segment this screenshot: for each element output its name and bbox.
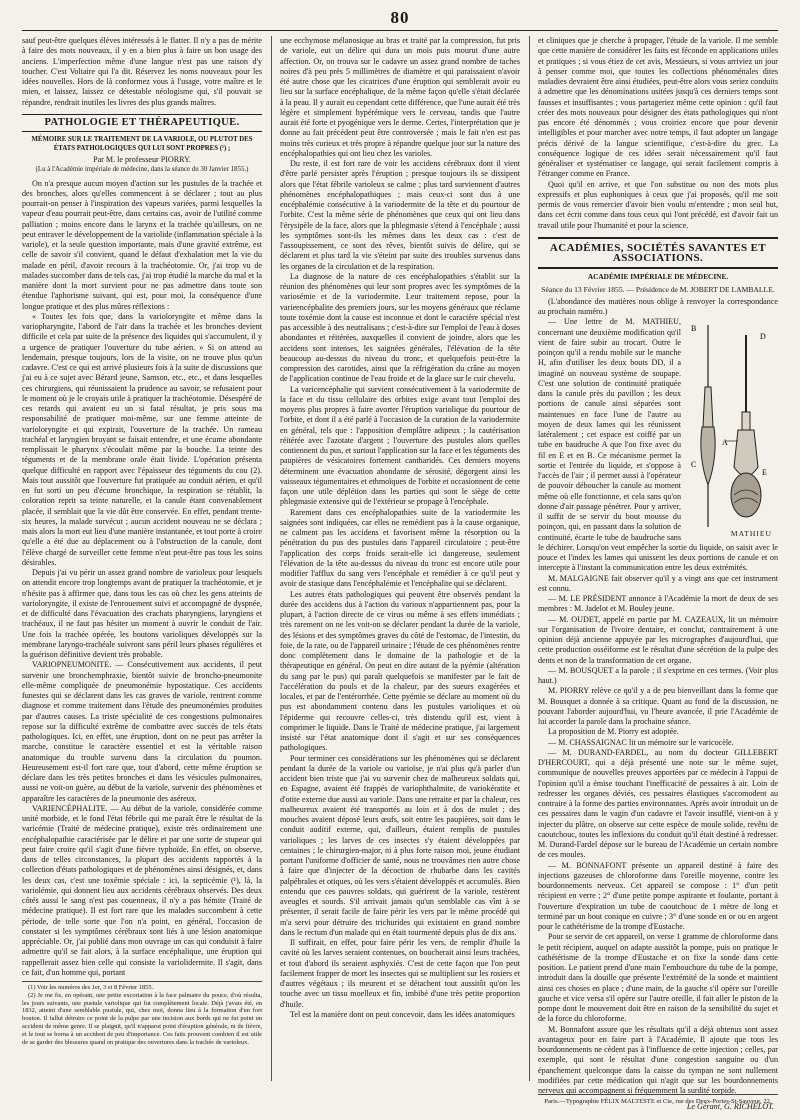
paragraph: — M. OUDET, appelé en partie par M. CAZEAUX, lit un mémoire sur l'organisation de l'ivoire dentaire, et conclut, contrairement à une opinion déjà ancienne appuyée par les micrographes d'aujourd'hui, que cette production osséiforme est le résultat d'une sécrétion de la pulpe des dents et non de la transformation de cet organe. (538, 614, 778, 665)
paragraph: On n'a presque aucun moyen d'action sur les pustules de la trachée et des bronches, alors qu'elles commencent à se déclarer ; tout au plus pourrait-on penser à l'inspiration des vapeurs variées, parmi lesquelles la vapeur d'eau pourrait peut-être, dans certains cas, avoir de l'utilité comme palliation ; moins encore dans le larynx et la trachée qu'ailleurs, on ne peut entraver le développement de la variolide (inflammation spéciale à la variole), et la seule question importante, mais d'une gravité extrême, est celle de savoir s'il convient, quand le défaut d'exhalation met la vie du malade en péril, d'avoir recours à la trachéotomie. Or, j'ai trop vu de malades succomber dans de tels cas, j'ai trop étudié la marche du mal et la manière dont la mort survient pour ne pas admettre dans toute son étendue l'aphorisme suivant, qui est, pour moi, la conséquence d'une longue pratique et des plus mûres réflexions : (22, 178, 263, 311)
figure-label: C (691, 460, 697, 470)
trocar-drawing (686, 317, 778, 539)
printer-imprint: Paris.—Typographie FÉLIX MALTESTE et Cie, rue des Deux-Portes-St-Sauveur, 22. (538, 1094, 778, 1105)
paragraph: La diagnose de la nature de ces encéphalopathies s'établit sur la réunion des phénomènes qui leur sont propres avec les symptômes de la variosémie et de la variodermite. Leur traitement repose, pour la varieencéphalite des premiers jours, sur les moyens généraux que réclame toute toxémie dont la cause est inconnue et dont le caractère spécial n'est pas accessible à des neutralisans ; c'est-à-dire sur l'emploi de l'eau à doses abondantes et réitérées, auxquelles il convient de joindre, alors que les accidens sont intenses, les saignées générales, l'élévation de la tête beaucoup au-dessus du niveau du tronc, et quelquefois peut-être la compression des carotides, ainsi que la réfrigération du crâne au moyen de l'application continue de l'eau froide et de la glace sur le cuir chevelu. (280, 271, 520, 384)
paragraph: — M. CHASSAIGNAC lit un mémoire sur le varicocèle. (548, 737, 734, 747)
paragraph: Pour terminer ces considérations sur les phénomènes qui se déclarent pendant la durée de la variole ou varioïse, je n'ai plus qu'à parler d'un accident bien triste que j'ai vu survenir chez de malheureux soldats qui, en Espagne, avaient été frappés de variophthalmite, de variokératite et d'otite externe due aussi au variole. Dans une retraite et par la chaleur, ces malheureux avaient été transportés au loin et à dos de mulet ; des mouches avaient déposé leurs œufs, soit entre les paupières, soit dans le conduit auditif externe, qui, d'ailleurs, étaient remplis de pustules varioliques ; les larves de ces insectes s'y étaient développées par centaines ; le chirurgien-major, ni à plus forte raison moi, jeune étudiant portant l'uniforme d'officier de santé, nous ne trouvâmes rien autre chose à faire que d'injecter de la décoction de rhubarbe dans les cavités palpébrales et otiques, où les vers s'étaient développés et accumulés. Bien entendu que ces pauvres soldats, qui guérirent de la variole, restèrent aveugles et sourds. S'il arrivait jamais qu'un semblable cas vînt à se présenter, il serait facile de faire périr les vers par le même procédé qui m'a servi pour détruire des trichurides qui existaient en grand nombre dans le rectum d'un malade qui en était tourmenté depuis plus de dix ans. (280, 753, 520, 937)
paragraph: M. Bonnafont assure que les résultats qu'il a déjà obtenus sont assez avantageux pour en faire part à l'Académie. Il ajoute que tous les bourdonnements ne cèdent pas à l'influence de cette injection ; celles, par exemple, qui sont le résultat d'une congestion sanguine ou d'un épanchement quelconque dans la caisse du tympan ne sont nullement modifiées par cette médication qui n'agit que sur les bourdonnements nerveux qui accompagnent si fréquemment la surdité torpide. (538, 1024, 778, 1095)
figure-label: A (722, 438, 728, 448)
paragraph: — Une lettre de M. MATHIEU, concernant une deuxième modification qu'il vient de faire subir au trocart. Outre le poinçon qu'il a rendu mobile sur le manche H, afin d'utiliser les deux bouts DD, il a imaginé un nouveau système de soupape. C'est une solution de continuité pratiquée dans la canule près du pavillon ; les deux portions de canule ainsi séparées sont maintenues en face l'une de l'autre au moyen de deux lames qui les réunissent latéralement ; cet espace est coiffé par un tube en baudruche A que l'on fixe avec du fil en E et en B. Ce mécanisme permet la sortie et l'entrée du liquide, et s'oppose à l'accès de l'air ; il permet aussi à l'opérateur de pouvoir déboucher la canule au moment même où elle fonctionne, et cela sans qu'on donne d'air passage pénétrer. Pour y arriver, il suffit de se servir du bout mousse du poinçon, qui, en passant dans la solution de continuité, écarte le tube de baudruche sans le déchirer. Lorsqu'on veut empêcher la sortie du liquide, on saisit avec le pouce et l'index les lames qui unissent les deux portions de canule et on intercepte à l'instant la communication entre les deux extrémités. (538, 317, 778, 573)
paragraph: et cliniques que je cherche à propager, l'étude de la variole. Il me semble que cette manière de considérer les faits est féconde en applications utiles et pratiques ; si vous étiez de cet avis, Messieurs, si vous arriviez un jour à penser comme moi, que toutes les collections phénoménales dites maladies devraient être ainsi étudiées, peut-être alors vous seriez conduits à admettre que les dénominations usitées jusqu'à ces derniers temps sont fausses et insuffisantes ; vous partageriez même cette opinion : qu'il faut créer des mots nouveaux pour désigner des états pathologiques qui n'ont pas encore été dénommés ; vous croiriez encore que pour devenir intelligibles et pour marcher avec notre temps, il faut adopter un langage précis dérivé de la langue scientifique, c'est-à-dire du grec. La conséquence logique de ces idées serait nécessairement qu'il faut généraliser et systématiser ce langage, qui serait facilement compris à l'étranger comme en France. (538, 36, 778, 179)
section-title-academies: ACADÉMIES, SOCIÉTÉS SAVANTES ET ASSOCIATIONS. (538, 237, 778, 270)
footnotes (22, 981, 262, 1046)
paragraph: Il suffirait, en effet, pour faire périr les vers, de remplir d'huile la cavité où les larves seraient contenues, on boucherait ainsi leurs trachées, et tout d'abord ils seraient asphyxiés. C'est de cette façon que l'on peut facilement frapper de mort les insectes qui se multiplient sur les rosiers et d'autres végétaux ; ils meurent et se détachent tout aussitôt qu'on les touche avec un tissu moelleux et fin, imbibé d'une très petite proportion d'huile. (280, 938, 520, 1009)
paragraph: M. PIORRY relève ce qu'il y a de peu bienveillant dans la forme que M. Bousquet a donnée à sa critique. Quant au fond de la discussion, ne pouvant l'aborder aujourd'hui, vu l'heure avancée, il prie l'Académie de lui accorder la parole dans la prochaine séance. (538, 686, 778, 726)
figure-caption: MATHIEU (730, 529, 772, 538)
trocar-illustration (686, 317, 778, 539)
reading-note: (Lu à l'Académie impériale de médecine, dans la séance du 30 Janvier 1855.) (35, 166, 249, 174)
paragraph: — M. DURAND-FARDEL, au nom du docteur GILLEBERT D'HERCOURT, qui a déjà présenté une note sur le même sujet, communique de nouvelles preuves apportées par ce médecin à l'appui de l'opinion qu'il a émise touchant l'inefficacité de pessaires à air. Loin de redresser les organes déviés, ces pessaires élastiques s'accomodent au contraire à la forme des parties environnantes. Après avoir introduit un de ces pessaires dans le vagin d'un cadavre et l'avoir insufflé, vient-on à y injecter du plâtre, on observe sur cette espèce de moule solide, revêtu de caoutchouc, toutes les inflexions du conduit qu'il était destiné à redresser. M. Durand-Fardel dépose sur le bureau de l'Académie un certain nombre de ces moules. (538, 747, 778, 860)
column-separator (271, 36, 272, 1081)
paragraph: Rarement dans ces encéphalopathies suite de la variodermite les saignées sont indiquées, car elles ne remédient pas à la cause organique, ne calment pas les accidens et favorisent même la résorption ou la pénétration du pus des pustules dans l'appareil circulatoire ; peut-être l'application des corps froids serait-elle ici dangereuse, seulement l'élévation de la tête au-dessus du niveau du tronc est encore utile pour modifier l'afflux du sang vers l'encéphale et remédier à ce qu'il peut y avoir de stasique dans l'encéphalémie et l'encéphalite qui se déclarent. (280, 507, 520, 589)
paragraph: — M. LE PRÉSIDENT annonce à l'Académie la mort de deux de ses membres : M. Jadelot et M. Bouley jeune. (538, 594, 778, 614)
article-author: Par M. le professeur PIORRY. (93, 155, 191, 164)
paragraph: « Toutes les fois que, dans la varioloryngite et même dans la variopharyngite, l'abord de l'air dans la trachée et les bronches devient difficile et cela par suite de la présence des liquides qui s'accumulent, il y a urgence de pratiquer l'ouverture du tube aérien. » Si on attend au lendemain, presque toujours, lors de la visite, on ne trouve plus qu'un cadavre. C'est ce qui est arrivé plusieurs fois à la suite de discussions que j'ai eu à ce sujet avec Bérard jeune, Samson, etc., etc., et dans lesquelles ces chirurgiens, qui réunissaient la prudence au savoir, se refusaient pour le moment où je le croyais utile à pratiquer la trachéotomie. Désespéré de ces retards qui avaient eu un si fatal résultat, je pris sous ma responsabilité de pratiquer moi-même, sur une femme atteinte de varioloryngite et qui expirait, l'ouverture de la trachée. Un rameau trachéal et laryngien bruyant se faisait entendre, et une écume abondante remplissait le pharynx s'écoulait même par la bouche. La teinte des téguments et de la membrane orale était livide. L'opération présenta quelque difficulté en rapport avec l'épaisseur des téguments du cou (2). Mais tout aussitôt que l'ouverture fut pratiquée au conduit aérien, et qu'il en fut sorti un peu d'écume bronchique, la respiration se rétablit, la coloration reprit sa teinte naturelle, et la canule étant convenablement placée, il semblait que la vie dût être conservée. En effet, pendant trente-six heures, la malade survécut ; aucun accident nouveau ne se déclara ; mais alors la mort eut lieu d'une manière instantanée, et tout porte à croire qu'elle a été due au déplacement ou à l'obstruction de la canule, dont l'élève chargé de surveiller cette femme n'eut peut-être pas tous les soins désirables. (22, 311, 262, 567)
header-rule (22, 30, 778, 31)
paragraph: Les autres états pathologiques qui peuvent être observés pendant la durée des accidens dus à l'action du varioux n'appartiennent pas, pour la plupart, à l'action directe de ce virus ou même à ses effets immédiats ; très rarement on ne les voit-on se déclarer pendant la durée de la variole, des lésions et des symptômes graves du côté de l'estomac, de l'intestin, du foie, de la rate, ou de l'appareil urinaire ; l'étude de ces phénomènes rentre donc complètement dans le domaine de la pathologie et de la thérapeutique en général. On peut en dire autant de la pyémie (altération du sang par le pus) qui paraît quelquefois se manifester par le fait de l'accélération du pouls et de la chaleur, par des sueurs exagérées et locales, et par de l'entérorrhée. Cette pyémie se déclare au moment où du pus est abondamment contenu dans les pustules varioliques et où l'épiderme qui recouvre celles-ci, très distendu qu'il est, vient à comprimer le liquide. Dans le Traité de médecine pratique, j'ai largement insisté sur l'état anatomique dont il s'agit et sur ses conséquences pathologiques. (280, 589, 520, 753)
paragraph: Tel est la manière dont on peut concevoir, dans les idées anatomiques (290, 1009, 515, 1019)
column-1 (22, 36, 262, 1081)
paragraph: Pour se servir de cet appareil, on verse 1 gramme de chloroforme dans le petit récipient, auquel on adapte aussitôt la pompe, puis on pratique le cathétérisme de la trompe d'Eustache et on fixe la sonde dans cette position. Le patient prend d'une main l'embouchure du tube de la pompe, introduit dans la douille que présente l'extrémité de la sonde et maintient ainsi ces choses en place ; d'une main, de la gauche s'il opère sur l'oreille gauche et vice versa s'il opère sur l'autre oreille, il fait aller le piston de la pompe dont le mouvement doit être en raison de la sensibilité du sujet et de la force du chloroforme. (538, 932, 778, 1024)
figure-label: D (760, 332, 766, 342)
paragraph: Quoi qu'il en arrive, et que l'on substitue ou non des mots plus expressifs et plus euphoniques à ceux que j'ai proposés, qu'il me soit permis de vous remercier d'avoir bien voulu m'entendre ; mon seul but, dans cet écrit comme dans tous ceux qui l'ont précédé, est d'avoir fait un travail utile pour l'humanité et pour la science. (538, 179, 778, 230)
paragraph: Du reste, il est fort rare de voir les accidens cérébraux dont il vient d'être parlé persister après l'éruption ; presque toujours ils se dissipent alors que l'état fébrile varioleux se calme ; plus tard surviennent d'autres phénomènes encéphalopathiques ; mais ceux-ci sont dus à une encéphalémie consécutive à la variodermite de la tête et du pourtour de l'orbite. C'est la même série de phénomènes que ceux qui ont lieu dans l'érysipèle de la face, alors que la phlegmasie s'étend à l'encéphale ; aussi les symptômes sont-ils les mêmes dans les deux cas : c'est de l'assoupissement, ce sont des rêves, bientôt suivis de délire, qui se déclarent et plus tard la vie s'éteint par suite des troubles survenus dans les organes de la circulation et de la respiration. (280, 159, 520, 271)
paragraph: — M. BONNAFONT présente un appareil destiné à faire des injections gazeuses de chloroforme dans l'oreille moyenne, contre les bourdonnements nerveux. Cet appareil se compose : 1° d'un petit récipient en verre ; 2° d'une petite pompe aspirante et foulante, portant à l'ouverture d'expiration un tube de caoutchouc de 1 mètre de long et terminé par un bout conique en cuivre ; 3° d'une sonde en or ou en argent pour le cathétérisme de la trompe d'Eustache. (538, 860, 778, 931)
figure-label: B (691, 324, 697, 334)
intro-paragraph: sauf peut-être quelques élèves intéressés à le flatter. Il n'y a pas de mérite à faire des mots nouveaux, il y en a bien plus à faire un bon usage des anciens. L'imperfection même d'une langue n'est pas une raison d'y toucher. C'est Voltaire qui l'a dit. Réservez les noms nouveaux pour les idées nouvelles. Hors de là conformez vous à l'usage, votre maître et le mien, et laissez, laissez ce détestable néologisme qui, s'il pouvait se répandre, rendrait inutiles les livres des plus grands maîtres. (22, 36, 262, 107)
figure-label: E (762, 468, 767, 478)
page-number: 80 (390, 8, 410, 27)
seance-line: Séance du 13 Février 1855. — Présidence de M. JOBERT DE LAMBALLE. (541, 284, 775, 294)
paragraph: (L'abondance des matières nous oblige à renvoyer la correspondance au prochain numéro.) (538, 296, 778, 316)
section-title-pathologie: PATHOLOGIE ET THÉRAPEUTIQUE. (22, 114, 262, 132)
column-separator (529, 36, 530, 1081)
academy-heading: ACADÉMIE IMPÉRIALE DE MÉDECINE. (587, 272, 729, 282)
paragraph: M. MALGAIGNE fait observer qu'il y a vingt ans que cet instrument est connu. (538, 573, 778, 593)
paragraph: La proposition de M. Piorry est adoptée. (548, 727, 679, 737)
footnote: (2) Je me fis, en opérant, une petite excoriation à la face palmaire du pouce, d'où résulta, les jours suivants, une pustule variolique qui fut complètement locale. Déjà j'avais été, en 1832, atteint d'une semblable pustule, qui, chez moi, donna lieu à la formation d'un fort bouton. Il fallut détruire ce point de la pulpe par une incision aux bords qui ne fut point un accident de même genre. Il se plaignit, qu'il n'apparut point d'éruption générale, ni de fièvre, et le tout se borna à un accident de peu d'importance. Ces faits prouvent combien il est utile de se garder des blessures quand on pratique des ouvertures dans la trachée de varioleux. (22, 991, 262, 1046)
paragraph: VARIENCÉPHALITE. — Au début de la variole, considérée comme unité morbide, et le fond l'état fébrile qui me paraît être le résultat de la varicémie (Traité de médecine pratique), existe très ordinairement une encéphalopathie caractérisée par le délire et par une sorte de stupeur qui peut faire croire qu'il s'agit d'une fièvre typhoïde. En effet, on observe, dans de telles circonstances, la plupart des accidents rapportés à la collection d'états pathologiques et de phénomènes ainsi désignés, et, dans les deux cas, c'est une toxémie spéciale : ici, la septicémie (¹), là, la variolémie, qui donnent lieu aux accidents cérébraux observés. Des deux côtés aussi le sang n'est pas couenneux, il n'y a pas hémite (Traité de médecine pratique). Il est fort rare que les malades succombent à cette période, de telle sorte que l'on n'a point, en général, l'occasion de constater si les symptômes cérébraux sont liés à une lésion anatomique appréciable. Or, j'ai publié dans mon ouvrage un cas qui conduisit à faire admettre qu'il se fait alors, à la surface encéphalique, une éruption qui rappellerait assez bien celle qui consiste la variolidermite. Il s'agit, dans ce fait, d'un homme qui, portant (22, 803, 262, 977)
footnote: (1) Voir les numéros des 1er, 3 et 8 Février 1855. (28, 984, 154, 992)
paragraph: une ecchymose mélanosique au bras et traité par la compression, fut pris de variole, eut un délire qui dura un mois puis mourut d'une autre affection. Or, on trouva sur le cadavre un assez grand nombre de taches noires d'à peu près 5 millimètres de diamètre et qui paraissaient n'avoir été autre chose que les cicatrices d'une éruption qui semblerait avoir eu lieu sur la surface encéphalique, de la même façon qu'elle s'était déclarée à la peau. Il y aurait eu cependant cette différence, que l'une aurait été très légère et simplement hypérémique vers le cerveau, tandis que l'autre aurait été forte et pyogénique vers le derme. Certes, l'interprétation que je donne au fait précédent peut être controversée ; mais le fait n'en est pas moins très curieux et très propre à répandre quelque jour sur la nature des encéphalopathies qui ont lieu chez les varioles. (280, 36, 520, 158)
paragraph: La varicencéphalie qui survient consécutivement à la variodermite de la face et du tissu cellulaire des orbites exige avant tout l'emploi des moyens plus propres à faire avorter l'éruption variolique du pourtour de l'orbite, et dont il a été parlé à l'occasion de la curation de la variodermite en général, tels que : l'apposition d'emplâtre adipeux ; la cautérisation réitérée avec l'azotate d'argent ; l'ouverture des pustules alors quelles contiennent du pus, et surtout l'application sur la face et les téguments des paupières de vésicatoires fortement cantharidés. Ces derniers moyens déterminent une évacuation abondante de sérosité, dégorgent ainsi les vaisseaux tégumentaires et ethmoïques de l'orbite et occasionnent de cette façon une utile déplétion dans les parties qui sont le siège de cette phlegmasie extensive qui de l'extérieur se propage à l'encéphale. (280, 384, 520, 507)
paragraph: VARIOPNEUMONITE. — Consécutivement aux accidents, il peut survenir une bronchemphraxie, bientôt suivie de broncho-pneumonite elle-même compliquée de pneumonémie hypostatique. Ces accidents funestes qui se déclarent dans les cas graves de variole, rentrent comme diagnose et comme traitement dans l'étude des pneumonémies produites par d'autres causes. La triste spécialité de ces congestions pulmonaires repose sur la difficulté extrême de combattre avec succès de tels états pathologiques. Ici, en effet, une éruption, dont on ne peut pas arrêter la marche, constitue le caractère essentiel et est la véritable raison anatomique du trouble survenu dans la circulation du poumon. Heureusement est-il fort rare que, tout d'abord, cette même éruption se déclare dans les très petites bronches et dans les vésicules pulmonaires, aussi ne voit-on guère, au début de la variole, survenir des phénomènes et apparaître les caractères de la pneumonie des aséreux. (22, 660, 262, 803)
article-title: MÉMOIRE SUR LE TRAITEMENT DE LA VARIOLE, OU PLUTOT DES ÉTATS PATHOLOGIQUES QUI LUI SONT PROPRES (¹) ; (31, 136, 253, 152)
gerant-signature: Le Gérant, G. RICHELOT. (686, 1102, 774, 1112)
paragraph: — M. BOUSQUET a la parole ; il s'exprime en ces termes. (Voir plus haut.) (538, 665, 778, 685)
column-2 (280, 36, 520, 1081)
paragraph: Depuis j'ai vu périr un assez grand nombre de varioleux pour lesquels on attendit encore trop longtemps avant de pratiquer la trachéotomie, et je n'hésite pas à affirmer que, dans tous les cas où chez les gens atteints de varioloryngite, il existe de l'enrouement suivi et accompagné de dyspnée, et de difficulté dans l'évacuation des crachats pharyngiens, laryngiens et trachéaux, il ne faut pas hésiter un moment à ouvrir le conduit de l'air. Une fois la trachée opérée, les boutons varioliques développés sur la membrane laryngo-trachéale suivront sans péril leurs phases régulières et la guérison définitive devient très probable. (22, 568, 262, 660)
